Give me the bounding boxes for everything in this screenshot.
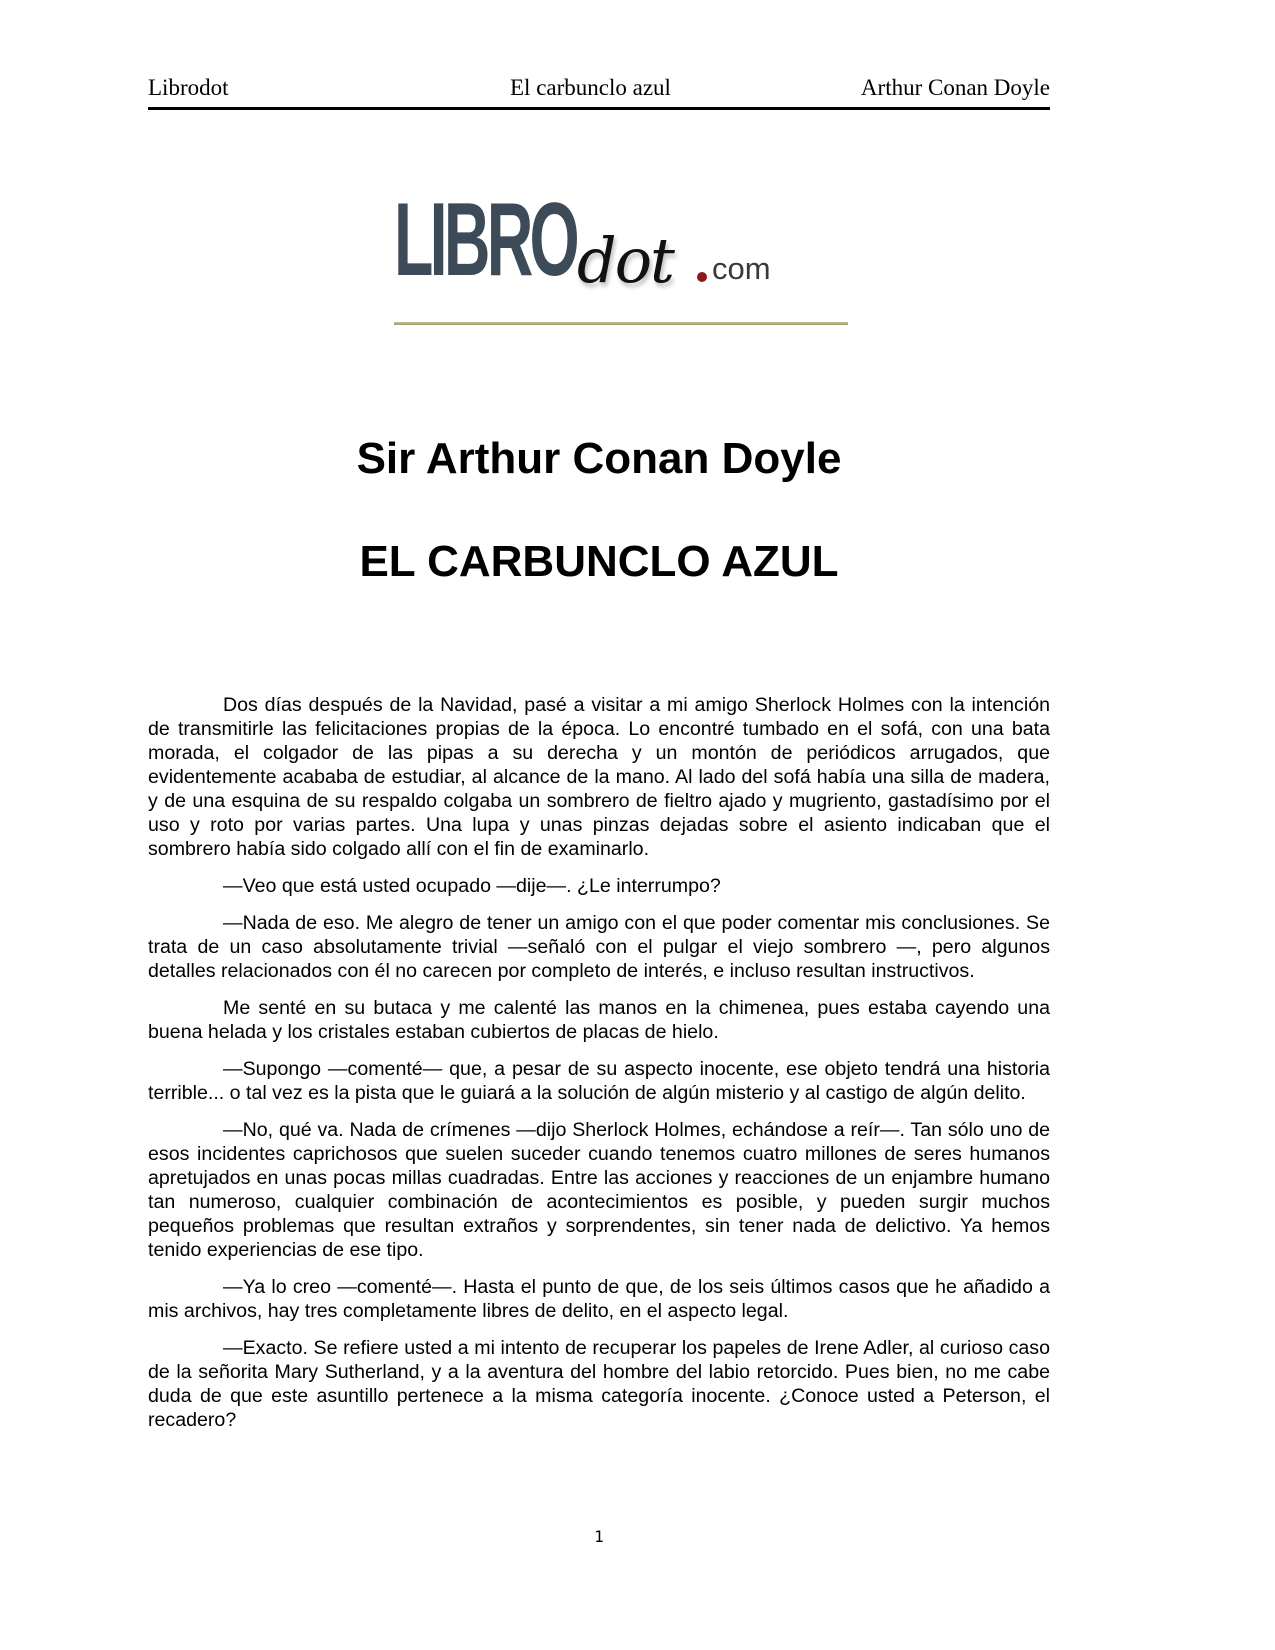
logo-dot-script-text: dot (577, 224, 673, 297)
header-author: Arthur Conan Doyle (860, 75, 1050, 100)
header-site-name: Librodot (148, 75, 229, 100)
paragraph: Dos días después de la Navidad, pasé a visitar a mi amigo Sherlock Holmes con la intención de transmitirle las felicitaciones propias de la época. Lo encontré tumbado en el sofá, con una bata morada, el colgador de las pipas a su derecha y un montón de periódicos arrugados, que evidentemente acababa de estudiar, al alcance de la mano. Al lado del sofá había una silla de madera, y de una esquina de su respaldo colgaba un sombrero de fieltro ajado y mugriento, gastadísimo por el uso y roto por varias partes. Una lupa y unas pinzas dejadas sobre el asiento indicaban que el sombrero había sido colgado allí con el fin de examinarlo. (148, 694, 1050, 860)
paragraph: —Nada de eso. Me alegro de tener un amigo con el que poder comentar mis conclusiones. Se trata de un caso absolutamente trivial —señaló con el pulgar el viejo sombrero —, pero algunos detalles relacionados con él no carecen por completo de interés, e incluso resultan instructivos. (148, 912, 1050, 982)
book-title: EL CARBUNCLO AZUL (359, 537, 839, 586)
author-title: Sir Arthur Conan Doyle (356, 434, 842, 483)
paragraph: —Ya lo creo —comenté—. Hasta el punto de que, de los seis últimos casos que he añadido a mis archivos, hay tres completamente libres de delito, en el aspecto legal. (148, 1276, 1050, 1322)
page-number: 1 (594, 1527, 604, 1546)
logo-com-text: com (712, 251, 771, 286)
paragraph: —No, qué va. Nada de crímenes —dijo Sherlock Holmes, echándose a reír—. Tan sólo uno de esos incidentes caprichosos que suelen suceder cuando tenemos cuatro millones de seres humanos apretujados en unas pocas millas cuadradas. Entre las acciones y reacciones de un enjambre humano tan numeroso, cualquier combinación de acontecimientos es posible, y pueden surgir muchos pequeños problemas que resultan extraños y sorprendentes, sin tener nada de delictivo. Ya hemos tenido experiencias de ese tipo. (148, 1119, 1050, 1261)
logo-libro-text: LIBRO (394, 182, 576, 298)
running-header (148, 73, 1050, 110)
paragraph: Me senté en su butaca y me calenté las manos en la chimenea, pues estaba cayendo una buena helada y los cristales estaban cubiertos de placas de hielo. (148, 997, 1050, 1043)
logo-red-dot-icon (697, 272, 707, 282)
header-book-title: El carbunclo azul (510, 75, 671, 100)
story-body (148, 693, 1050, 1445)
paragraph: —Veo que está usted ocupado —dije—. ¿Le interrumpo? (223, 875, 721, 897)
paragraph: —Supongo —comenté— que, a pesar de su aspecto inocente, ese objeto tendrá una historia terrible... o tal vez es la pista que le guiará a la solución de algún misterio y al castigo de algún delito. (148, 1058, 1050, 1104)
librodot-logo (394, 182, 848, 331)
logo-underline-divider (394, 322, 848, 325)
paragraph: —Exacto. Se refiere usted a mi intento de recuperar los papeles de Irene Adler, al curioso caso de la señorita Mary Sutherland, y a la aventura del hombre del labio retorcido. Pues bien, no me cabe duda de que este asuntillo pertenece a la misma categoría inocente. ¿Conoce usted a Peterson, el recadero? (148, 1337, 1050, 1431)
